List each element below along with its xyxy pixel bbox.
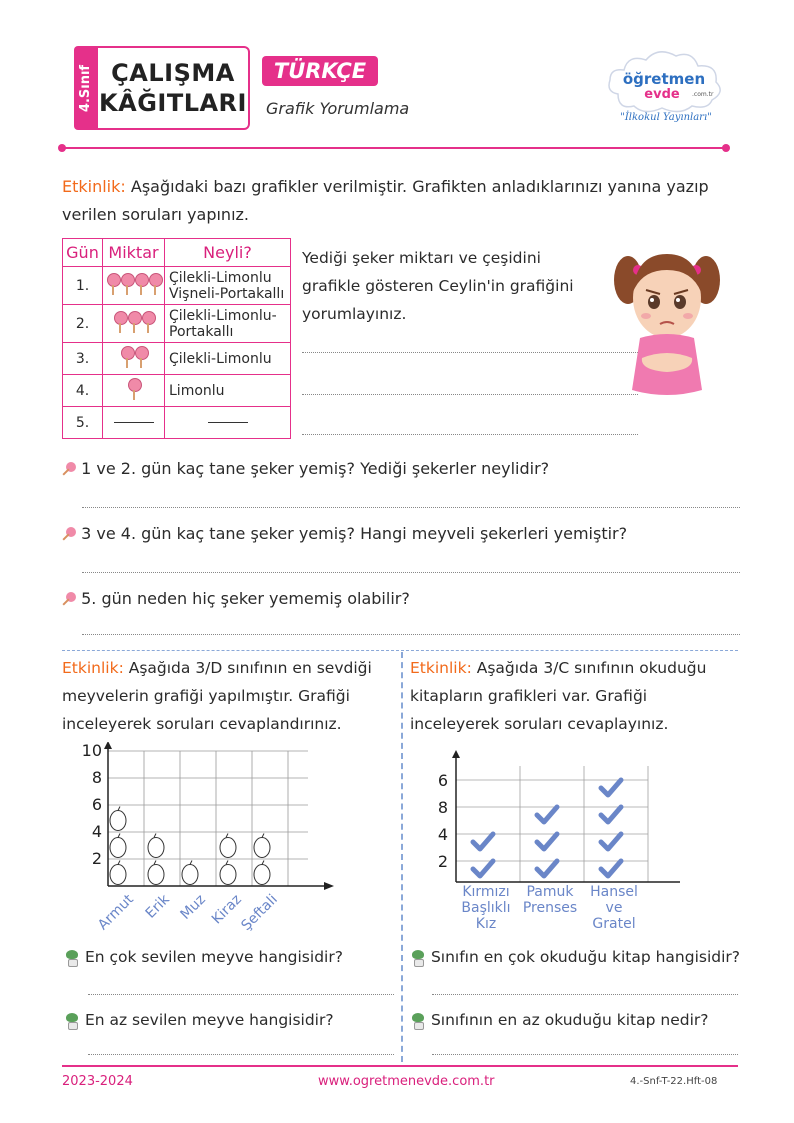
activity2-label: Etkinlik:: [62, 659, 124, 677]
answer-line[interactable]: [302, 352, 638, 353]
x-tick-label: Armut: [95, 891, 137, 934]
fruit-outline: [182, 865, 198, 885]
x-tick-label: Muz: [177, 891, 209, 923]
fruit-stem: [118, 807, 120, 811]
checkmark: [473, 861, 493, 876]
subject-badge: TÜRKÇE: [262, 56, 378, 86]
table-row: [63, 305, 291, 343]
fruit-mark: [110, 861, 126, 885]
activity3-question-1: [410, 948, 740, 966]
x-tick-label: Erik: [142, 891, 173, 922]
ceylin-prompt: Yediği şeker miktarı ve çeşidini grafikle gösteren Ceylin'in grafiğini yorumlayınız.: [302, 249, 574, 323]
flavor-cell: Limonlu: [165, 375, 291, 407]
activity2-instructions: [62, 654, 394, 738]
activity2-question-2: [64, 1011, 334, 1029]
flavor-cell: Çilekli-Limonlu-Portakallı: [165, 305, 291, 343]
y-axis-arrow: [104, 742, 112, 749]
lollipop-icon: [135, 346, 147, 368]
checkmark: [537, 861, 557, 876]
footer-divider: [62, 1065, 738, 1067]
table-row: [63, 343, 291, 375]
y-tick-label: 6: [437, 771, 448, 790]
y-tick-label: 2: [437, 852, 448, 871]
fruit-stem: [118, 834, 120, 838]
x-tick-label-line: ve: [605, 900, 623, 916]
flavor-cell: Çilekli-Limonlu: [165, 343, 291, 375]
fruit-stem: [190, 861, 192, 865]
day-cell: 4.: [63, 375, 103, 407]
lollipop-icon: [121, 273, 133, 295]
activity2-text: Aşağıda 3/D sınıfının en sevdiği meyvelerin grafiği yapılmıştır. Grafiği inceleyerek soruları cevaplandırınız.: [62, 659, 372, 733]
x-tick-label-line: Pamuk: [526, 884, 574, 900]
fruit-outline: [110, 811, 126, 831]
table-row: [63, 375, 291, 407]
lollipop-bullet-icon: [60, 592, 76, 608]
x-tick-label: Şeftali: [238, 891, 281, 934]
checkmark: [601, 780, 621, 795]
title-box: [98, 46, 250, 130]
empty-flavor-cell: [165, 407, 291, 439]
x-tick-label: Kiraz: [208, 891, 245, 928]
title-line-1: ÇALIŞMA: [111, 59, 235, 87]
y-tick-label: 4: [437, 825, 448, 844]
grade-tab: [74, 46, 98, 130]
fruit-outline: [110, 838, 126, 858]
checkmark: [601, 861, 621, 876]
fruit-stem: [226, 861, 228, 865]
grade-label: 4.Sınıf: [78, 64, 94, 112]
x-tick-label-line: Kız: [475, 916, 497, 932]
footer-year: 2023-2024: [62, 1074, 133, 1089]
books-chart: [410, 742, 680, 942]
candy-count-cell: [103, 305, 165, 343]
activity3-question-2: [410, 1011, 709, 1029]
lollipop-icon: [114, 311, 126, 333]
y-tick-label: 8: [91, 768, 102, 787]
activity2-question-1: [64, 948, 343, 966]
day-cell: 3.: [63, 343, 103, 375]
fruit-stem: [226, 834, 228, 838]
fruit-outline: [254, 865, 270, 885]
fruit-mark: [148, 834, 164, 858]
question-text: 3 ve 4. gün kaç tane şeker yemiş? Hangi meyveli şekerleri yemiştir?: [81, 524, 628, 543]
fruit-stem: [262, 861, 264, 865]
x-tick-label: [523, 884, 577, 916]
fruit-mark: [182, 861, 198, 885]
y-tick-label: 10: [81, 742, 102, 760]
activity3-instructions: [410, 654, 736, 738]
fruit-mark: [148, 861, 164, 885]
lollipop-bullet-icon: [60, 527, 76, 543]
publisher-logo: [600, 44, 730, 130]
question-text: 5. gün neden hiç şeker yememiş olabilir?: [81, 589, 410, 608]
answer-line[interactable]: [88, 1054, 394, 1055]
answer-line[interactable]: [302, 394, 638, 395]
checkmark: [537, 807, 557, 822]
day-cell: 1.: [63, 267, 103, 305]
question-3: [60, 589, 410, 608]
fruit-outline: [148, 838, 164, 858]
topic-title: Grafik Yorumlama: [266, 99, 410, 118]
table-header: Miktar: [103, 239, 165, 267]
activity1-text: Aşağıdaki bazı grafikler verilmiştir. Grafikten anladıklarınızı yanına yazıp verilen soruları yapınız.: [62, 177, 709, 224]
leaf-bullet-icon: [410, 1013, 426, 1029]
day-cell: 2.: [63, 305, 103, 343]
lollipop-icon: [142, 311, 154, 333]
question-text: Sınıfının en az okuduğu kitap nedir?: [430, 1011, 709, 1029]
table-row: [63, 267, 291, 305]
table-header: Neyli?: [165, 239, 291, 267]
footer-code: 4.-Snf-T-22.Hft-08: [630, 1076, 718, 1087]
lollipop-icon: [107, 273, 119, 295]
activity1-label: Etkinlik:: [62, 177, 126, 196]
girl-illustration: [612, 240, 722, 402]
x-axis-arrow: [324, 882, 334, 890]
answer-line[interactable]: [432, 994, 738, 995]
logo-text: öğretmen: [622, 70, 706, 88]
leaf-bullet-icon: [410, 950, 426, 966]
lollipop-icon: [149, 273, 161, 295]
answer-line[interactable]: [432, 1054, 738, 1055]
table-row: [63, 407, 291, 439]
fruit-mark: [254, 861, 270, 885]
y-tick-label: 4: [91, 822, 102, 841]
answer-line[interactable]: [82, 572, 740, 573]
checkmark: [601, 807, 621, 822]
question-2: [60, 524, 627, 543]
fruit-mark: [254, 834, 270, 858]
fruit-outline: [110, 865, 126, 885]
fruit-outline: [220, 838, 236, 858]
logo-subtitle: "İlkokul Yayınları": [620, 112, 712, 123]
x-tick-label: [461, 884, 510, 932]
y-tick-label: 8: [437, 798, 448, 817]
question-text: En çok sevilen meyve hangisidir?: [84, 948, 343, 966]
candy-count-cell: [103, 375, 165, 407]
candy-count-cell: [103, 343, 165, 375]
fruit-mark: [110, 807, 126, 831]
fruit-mark: [110, 834, 126, 858]
lollipop-icon: [135, 273, 147, 295]
activity1-instructions: [62, 173, 726, 229]
leaf-bullet-icon: [64, 1013, 80, 1029]
day-cell: 5.: [63, 407, 103, 439]
fruit-stem: [262, 834, 264, 838]
answer-line[interactable]: [302, 434, 638, 435]
fruit-outline: [254, 838, 270, 858]
fruit-mark: [220, 861, 236, 885]
y-tick-label: 2: [91, 849, 102, 868]
fruit-stem: [154, 861, 156, 865]
fruit-mark: [220, 834, 236, 858]
lollipop-icon: [128, 311, 140, 333]
lollipop-icon: [121, 346, 133, 368]
activity3-label: Etkinlik:: [410, 659, 472, 677]
empty-count-cell: [103, 407, 165, 439]
fruit-outline: [220, 865, 236, 885]
question-text: Sınıfın en çok okuduğu kitap hangisidir?: [430, 948, 741, 966]
title-line-2: KÂĞITLARI: [99, 89, 247, 117]
checkmark: [473, 834, 493, 849]
answer-line[interactable]: [88, 994, 394, 995]
x-tick-label-line: Prenses: [522, 900, 578, 916]
activity3-text: Aşağıda 3/C sınıfının okuduğu kitapların grafikleri var. Grafiği inceleyerek soruları cevaplayınız.: [410, 659, 707, 733]
lollipop-bullet-icon: [60, 462, 76, 478]
question-text: 1 ve 2. gün kaç tane şeker yemiş? Yediği şekerler neylidir?: [81, 459, 550, 478]
fruit-chart: [60, 742, 360, 942]
fruit-outline: [148, 865, 164, 885]
question-1: [60, 459, 549, 478]
x-tick-label-line: Hansel: [590, 884, 638, 900]
flavor-cell: Çilekli-Limonlu Vişneli-Portakallı: [165, 267, 291, 305]
checkmark: [601, 834, 621, 849]
x-tick-label: [590, 884, 638, 932]
x-tick-label-line: Kırmızı: [462, 884, 510, 900]
svg-text:evde: evde: [644, 87, 680, 102]
fruit-stem: [118, 861, 120, 865]
table-header: Gün: [63, 239, 103, 267]
logo-domain: .com.tr: [692, 91, 714, 98]
y-axis-arrow: [452, 750, 460, 758]
footer-url[interactable]: www.ogretmenevde.com.tr: [318, 1074, 495, 1089]
candy-table: [62, 238, 291, 439]
answer-line[interactable]: [82, 507, 740, 508]
candy-count-cell: [103, 267, 165, 305]
answer-line[interactable]: [82, 634, 740, 635]
column-divider: [401, 652, 403, 1062]
x-tick-label-line: Gratel: [592, 916, 636, 932]
checkmark: [537, 834, 557, 849]
section-divider: [62, 650, 738, 651]
header-divider: [62, 147, 726, 149]
question-text: En az sevilen meyve hangisidir?: [84, 1011, 334, 1029]
leaf-bullet-icon: [64, 950, 80, 966]
fruit-stem: [154, 834, 156, 838]
lollipop-icon: [128, 378, 140, 400]
y-tick-label: 6: [91, 795, 102, 814]
x-tick-label-line: Başlıklı: [461, 900, 511, 916]
